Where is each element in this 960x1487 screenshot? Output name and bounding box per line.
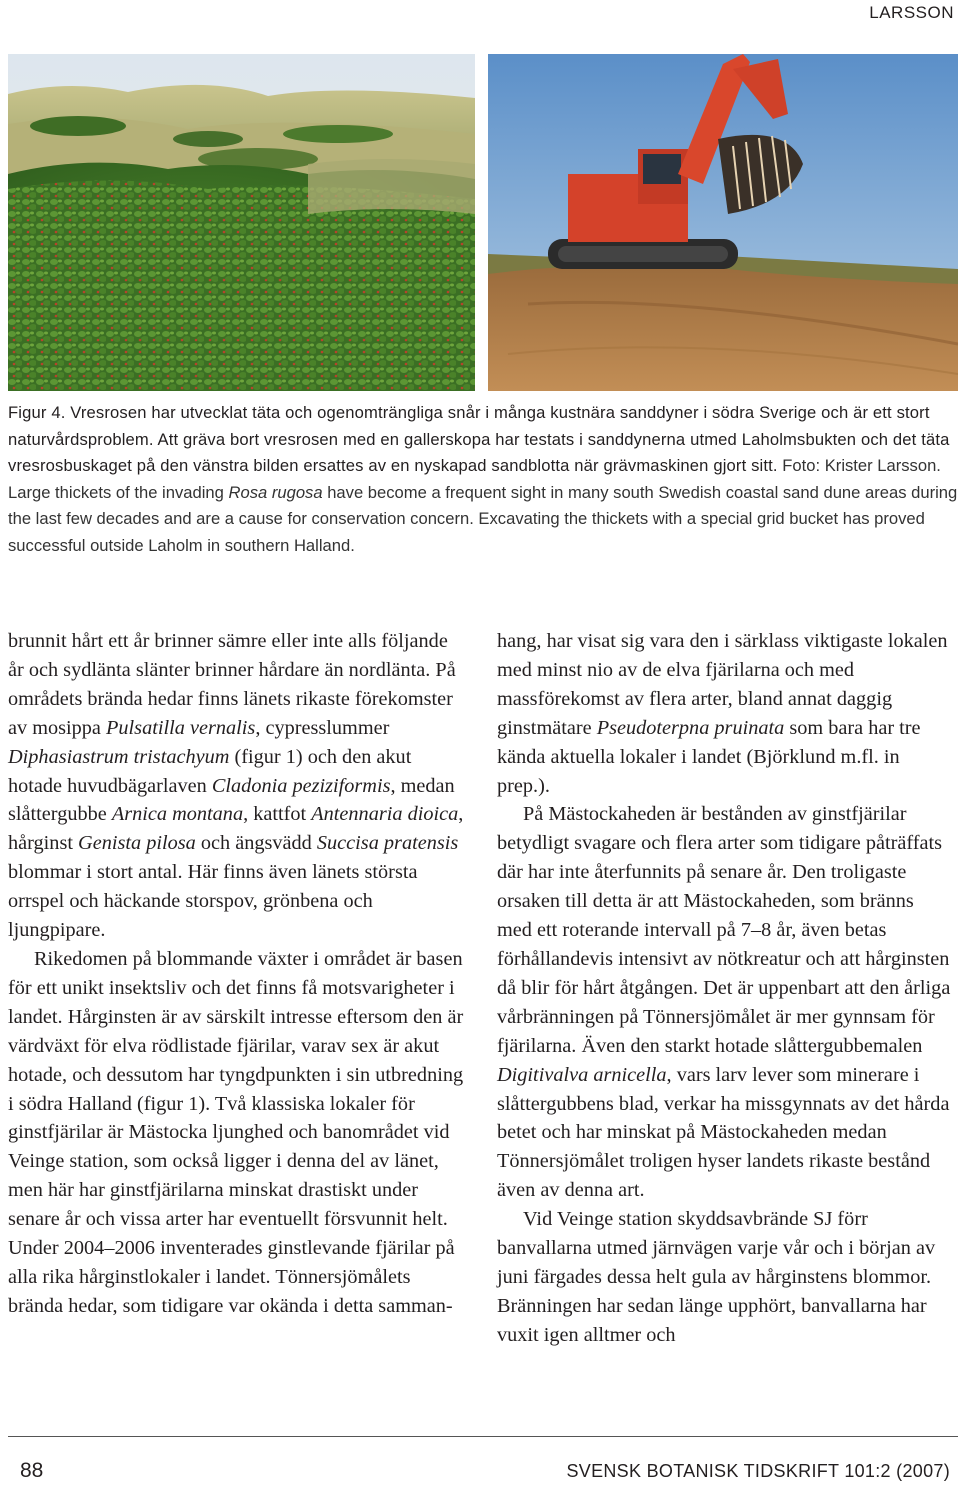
rosa-rugosa-thicket-photo bbox=[8, 54, 475, 391]
page-number: 88 bbox=[20, 1459, 44, 1482]
paragraph: Rikedomen på blommande växter i området är basen för ett unikt insektsliv och det finns få motsvarigheter i landet. Hårginsten är av särskilt intresse eftersom den är värdväxt för elva rödlistade fjärilar, varav sex är akut hotade, och dessutom har tyngdpunkten i sin utbredning i södra Halland (figur 1). Två klassiska lokaler för ginstfjärilar är Mästocka ljunghed och banområdet vid Veinge station, som också ligger i denna del av länet, men här har ginstfjärilarna minskat drastiskt under senare år och vissa arter har eventuellt försvunnit helt. Under 2004–2006 inventerades ginstlevande fjärilar på alla rika hårginstlokaler i landet. Tönnersjömålets brända hedar, som tidigare var okända i detta samman- bbox=[8, 947, 464, 1317]
paragraph: Vid Veinge station skyddsavbrände SJ förr banvallarna utmed järnvägen varje vår och i början av juni färgades dessa helt gula av hårginstens blommor. Bränningen har sedan länge upphört, banvallarna har vuxit igen alltmer och bbox=[497, 1208, 936, 1346]
body-column-left bbox=[8, 627, 468, 1321]
journal-title: SVENSK BOTANISK TIDSKRIFT 101:2 (2007) bbox=[566, 1461, 950, 1481]
caption-english: Large thickets of the invading Rosa rugosa have become a frequent sight in many south Swedish coastal sand dune areas during the last few decades and are a cause for conservation concern. Excavating the thickets with a special grid bucket has proved successful outside Laholm in southern Halland. bbox=[8, 482, 958, 555]
paragraph: brunnit hårt ett år brinner sämre eller inte alls följande år och sydlänta slänter brinner hårdare än nordlänta. På områdets brända hedar finns länets rikaste förekomster av mosippa Pulsatilla vernalis, cypresslummer Diphasiastrum tristachyum (figur 1) och den akut hotade huvudbägarlaven Cladonia peziziformis, medan slåttergubbe Arnica montana, kattfot Antennaria dioica, hårginst Genista pilosa och ängsvädd Succisa pratensis blommar i stort antal. Här finns även länets största orrspel och häckande storspov, grönbena och ljungpipare. bbox=[8, 630, 464, 942]
footer-rule bbox=[8, 1436, 958, 1437]
figure-caption bbox=[8, 400, 958, 560]
paragraph: På Mästockaheden är bestånden av ginstfjärilar betydligt svagare och flera arter som tidigare påträffats där har inte återfunnits på senare år. Den troligaste orsaken till detta är att Mästockaheden, som bränns med ett roterande intervall på 7–8 år, även betas förhållandevis intensivt av nötkreatur och att hårginsten då blir för hårt åtgången. Det är uppenbart att den årliga vårbränningen på Tönnersjömålet är mer gynnsam för fjärilarna. Även den starkt hotade slåttergubbemalen Digitivalva arnicella, vars larv lever som minerare i slåttergubbens blad, verkar ha missgynnats av det hårda betet och har minskat på Mästockaheden medan Tönnersjömålet troligen hyser landets rikaste bestånd även av denna art. bbox=[497, 803, 951, 1202]
species-name: Rosa rugosa bbox=[228, 482, 323, 502]
body-column-right bbox=[497, 627, 952, 1350]
excavator-illustration bbox=[488, 54, 958, 391]
caption-swedish: Figur 4. Vresrosen har utvecklat täta och ogenomträngliga snår i många kustnära sanddyner i södra Sverige och är ett stort naturvårdsproblem. Att gräva bort vresrosen med en gallerskopa har testats i sanddynerna utmed Laholmsbukten och det täta vresrosbuskaget på den vänstra bilden ersattes av en nyskapad sandblotta när grävmaskinen gjort sitt. bbox=[8, 403, 950, 476]
paragraph: hang, har visat sig vara den i särklass viktigaste lokalen med minst nio av de elva fjärilarna och med massförekomst av flera arter, bland annat daggig ginstmätare Pseudoterpna pruinata som bara har tre kända aktuella lokaler i landet (Björklund m.fl. in prep.). bbox=[497, 630, 948, 797]
thicket-illustration bbox=[8, 54, 475, 391]
photo-credit: Foto: Krister Larsson. bbox=[782, 456, 941, 476]
excavator-photo bbox=[488, 54, 958, 391]
running-head: LARSSON bbox=[869, 3, 954, 22]
